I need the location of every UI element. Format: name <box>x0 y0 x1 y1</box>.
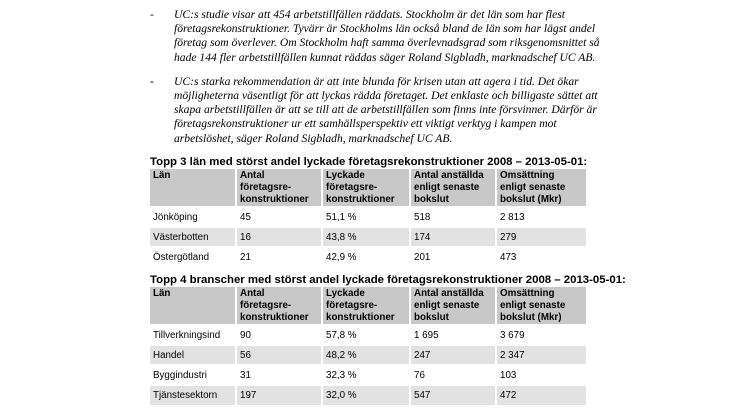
text-line: företagsrekonstruktioner. Tyvärr är Stockholms län också bland de län som har lägst andel <box>174 22 596 36</box>
table-cell: 103 <box>496 365 586 385</box>
table-row <box>150 385 586 405</box>
bullet-list <box>150 8 640 156</box>
table-cell: 16 <box>236 227 322 247</box>
bullet-text <box>174 8 640 65</box>
bullet-dash: - <box>150 74 154 88</box>
table-cell: 197 <box>236 385 322 405</box>
table-cell: 48,2 % <box>322 345 410 365</box>
column-header: Antal företagsre- konstruktioner <box>236 169 322 207</box>
table-cell: 247 <box>410 345 496 365</box>
table-row <box>150 247 586 267</box>
table-cell: 57,8 % <box>322 325 410 345</box>
bullet-dash: - <box>150 8 154 21</box>
table-header-row <box>150 287 586 325</box>
text-line: UC:s studie visar att 454 arbetstillfällen räddats. Stockholm är det län som har flest <box>174 8 565 21</box>
column-header: Lyckade företagsre- konstruktioner <box>322 169 410 207</box>
column-header: Län <box>150 169 236 207</box>
table-cell: 3 679 <box>496 325 586 345</box>
table-cell: 51,1 % <box>322 207 410 227</box>
text-line: företag som överlever. Om Stockholm haft samma överlevnadsgrad som riksgenomsnittet så <box>174 36 600 50</box>
table-cell: 2 813 <box>496 207 586 227</box>
table2-section <box>150 274 626 405</box>
table-cell: 32,3 % <box>322 365 410 385</box>
column-header: Län <box>150 287 236 325</box>
table-cell: 1 695 <box>410 325 496 345</box>
table-cell: 76 <box>410 365 496 385</box>
table1 <box>150 169 586 267</box>
table-header-row <box>150 169 586 207</box>
table-cell: 90 <box>236 325 322 345</box>
table-cell: Tillverkningsind <box>150 325 236 345</box>
table-cell: Östergötland <box>150 247 236 267</box>
table-row <box>150 325 586 345</box>
table-cell: Västerbotten <box>150 227 236 247</box>
table-cell: 473 <box>496 247 586 267</box>
table2-title: Topp 4 branscher med störst andel lyckade företagsrekonstruktioner 2008 – 2013-05-01: <box>150 274 626 286</box>
table-cell: 2 347 <box>496 345 586 365</box>
bullet-text <box>174 75 640 146</box>
text-line: möjligheterna väsentligt för att lyckas rädda företaget. Det enklaste och billigaste sättet att <box>174 89 598 103</box>
table-row <box>150 227 586 247</box>
column-header: Lyckade företagsre- konstruktioner <box>322 287 410 325</box>
text-line: skapa arbetstillfällen är att se till att de arbetstillfällen som finns inte försvinner. Därför är <box>174 103 597 117</box>
table-row <box>150 345 586 365</box>
table-row <box>150 365 586 385</box>
column-header: Omsättning enligt senaste bokslut (Mkr) <box>496 287 586 325</box>
column-header: Antal företagsre- konstruktioner <box>236 287 322 325</box>
bullet-item <box>150 8 640 65</box>
table-cell: 45 <box>236 207 322 227</box>
table-cell: Tjänstesektorn <box>150 385 236 405</box>
table-cell: 201 <box>410 247 496 267</box>
table2 <box>150 287 586 405</box>
column-header: Antal anställda enligt senaste bokslut <box>410 169 496 207</box>
table-cell: Byggindustri <box>150 365 236 385</box>
table-cell: 21 <box>236 247 322 267</box>
table-cell: 472 <box>496 385 586 405</box>
table-row <box>150 207 586 227</box>
table-cell: Jönköping <box>150 207 236 227</box>
table1-title: Topp 3 län med störst andel lyckade företagsrekonstruktioner 2008 – 2013-05-01: <box>150 156 588 168</box>
table-cell: 518 <box>410 207 496 227</box>
table-cell: 43,8 % <box>322 227 410 247</box>
table-cell: 56 <box>236 345 322 365</box>
text-line: arbetslöshet, säger Roland Sigbladh, marknadschef UC AB. <box>174 131 453 145</box>
table-cell: 279 <box>496 227 586 247</box>
table-cell: 174 <box>410 227 496 247</box>
text-line: UC:s starka rekommendation är att inte blunda för krisen utan att agera i tid. Det ökar <box>174 74 579 88</box>
table-cell: 42,9 % <box>322 247 410 267</box>
column-header: Omsättning enligt senaste bokslut (Mkr) <box>496 169 586 207</box>
text-line: hade 144 fler arbetstillfällen kunnat räddas säger Roland Sigbladh, marknadschef UC AB. <box>174 50 596 64</box>
table-cell: Handel <box>150 345 236 365</box>
text-line: företagsrekonstruktioner ur ett samhällsperspektiv ett viktigt verktyg i kampen mot <box>174 117 557 131</box>
table-cell: 547 <box>410 385 496 405</box>
column-header: Antal anställda enligt senaste bokslut <box>410 287 496 325</box>
table-cell: 32,0 % <box>322 385 410 405</box>
table1-section <box>150 156 620 267</box>
bullet-item <box>150 75 640 146</box>
table-cell: 31 <box>236 365 322 385</box>
